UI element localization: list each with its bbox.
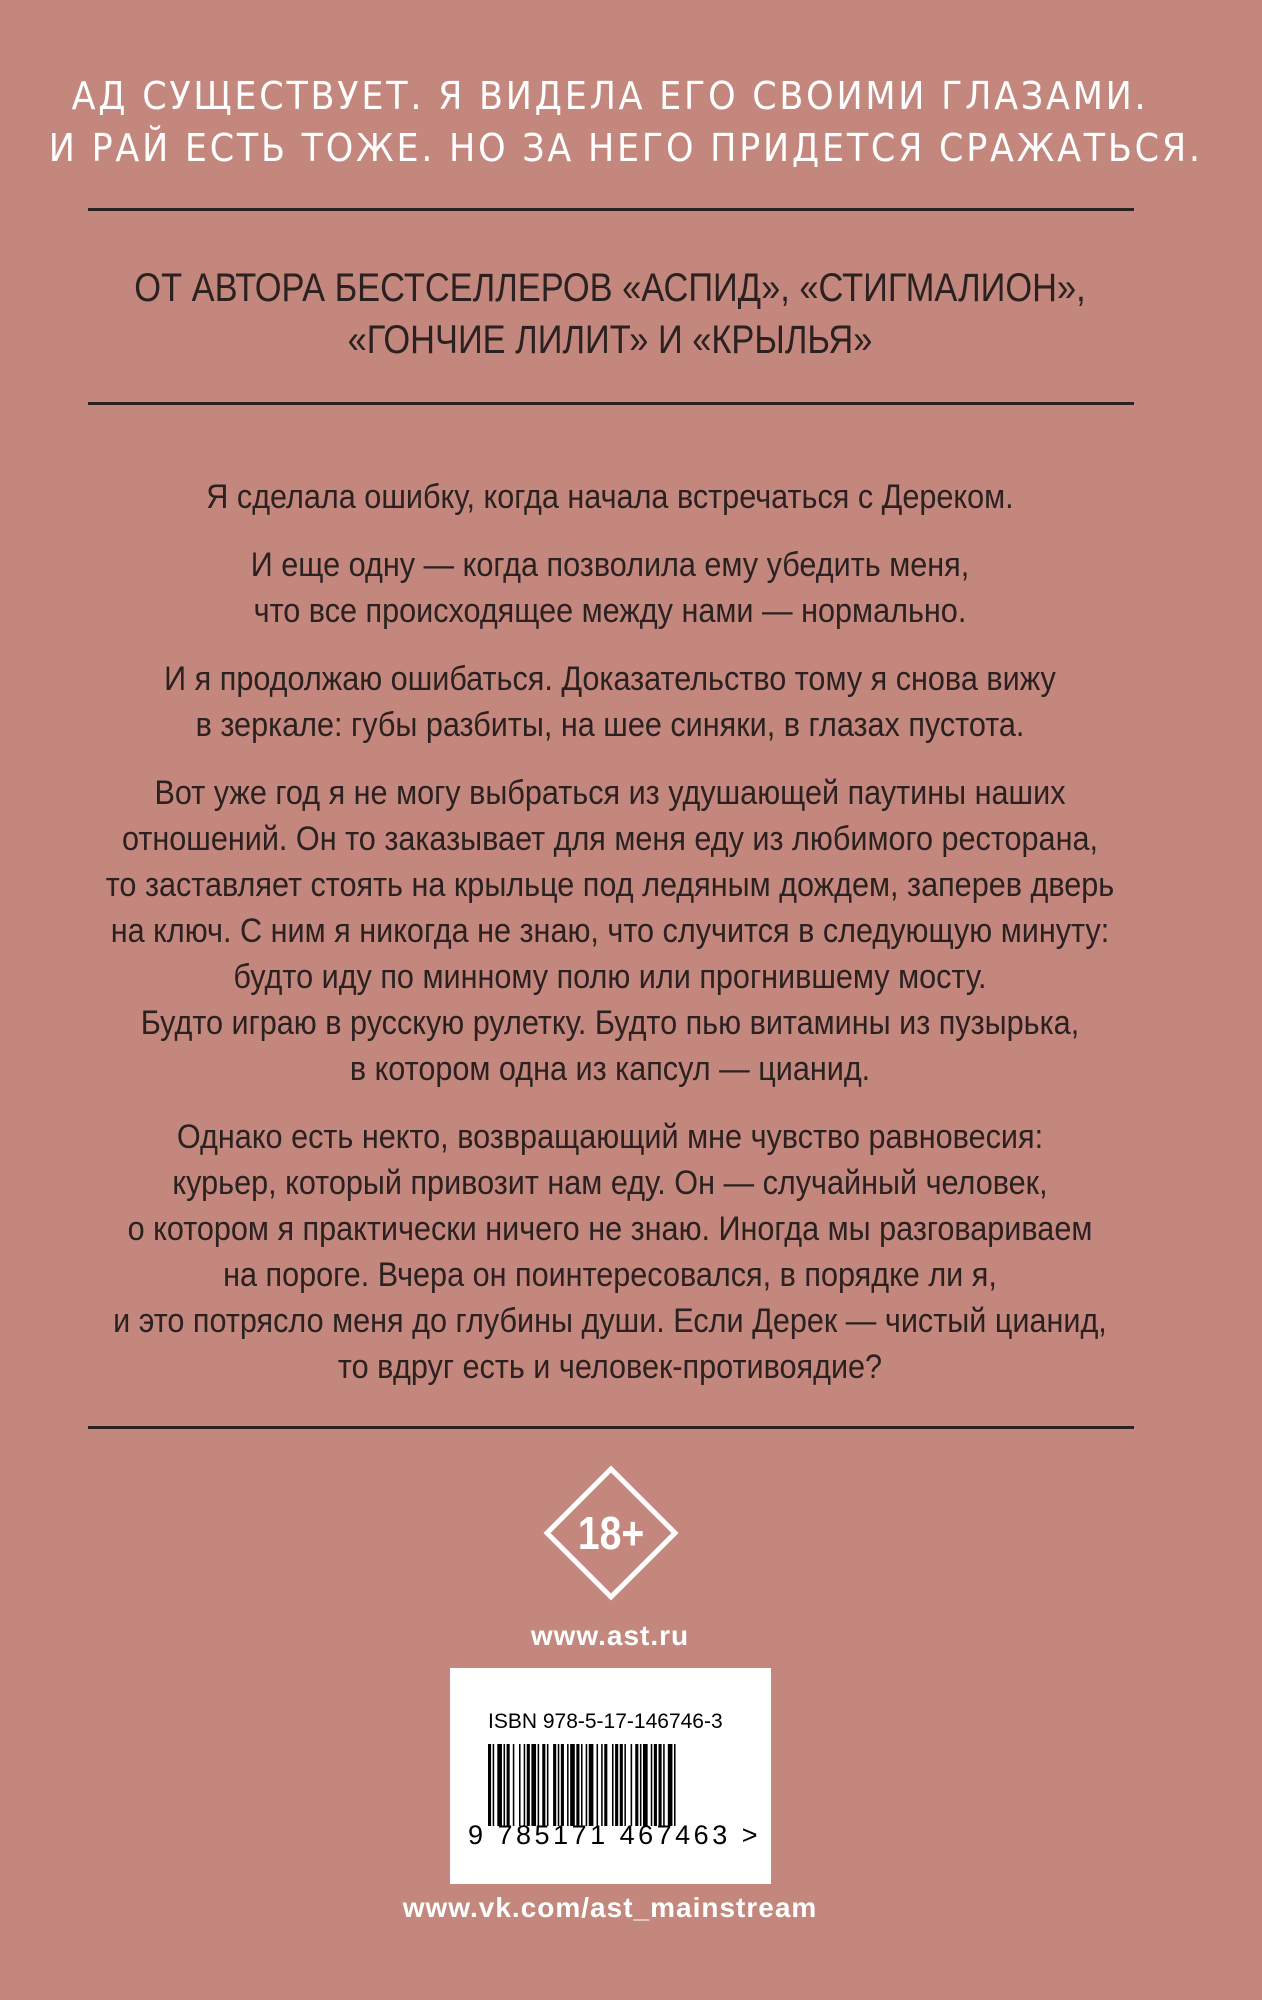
blurb-line: на ключ. С ним я никогда не знаю, что случится в следующую минуту: <box>110 912 1110 950</box>
isbn-label: ISBN 978-5-17-146746-3 <box>488 1710 723 1733</box>
barcode-icon <box>488 1744 733 1826</box>
blurb-line: Я сделала ошибку, когда начала встречаться с Дереком. <box>206 478 1014 516</box>
publisher-website: www.ast.ru <box>530 1620 690 1651</box>
tagline <box>48 70 1203 174</box>
blurb-line: Вот уже год я не могу выбраться из удушающей паутины наших <box>154 774 1066 812</box>
author-note <box>85 262 1134 366</box>
blurb-line: то вдруг есть и человек-противоядие? <box>337 1348 883 1386</box>
blurb-line: И я продолжаю ошибаться. Доказательство тому я снова вижу <box>164 660 1056 698</box>
social-link: www.vk.com/ast_mainstream <box>402 1892 818 1923</box>
blurb-line: в зеркале: губы разбиты, на шее синяки, в глазах пустота. <box>195 706 1025 744</box>
blurb-line: Однако есть некто, возвращающий мне чувство равновесия: <box>176 1118 1044 1156</box>
blurb-line: и это потрясло меня до глубины души. Если Дерек — чистый цианид, <box>113 1302 1107 1340</box>
blurb-line: будто иду по минному полю или прогнившему мосту. <box>233 958 987 996</box>
divider <box>88 208 1134 211</box>
blurb-line: Будто играю в русскую рулетку. Будто пью витамины из пузырька, <box>140 1004 1080 1042</box>
tagline-line: АД СУЩЕСТВУЕТ. Я ВИДЕЛА ЕГО СВОИМИ ГЛАЗАМИ. <box>71 74 1149 118</box>
divider <box>88 402 1134 405</box>
blurb-line: И еще одну — когда позволила ему убедить меня, <box>250 546 970 584</box>
divider <box>88 1426 1134 1429</box>
blurb-line: курьер, который привозит нам еду. Он — случайный человек, <box>172 1164 1048 1202</box>
blurb-line: что все происходящее между нами — нормально. <box>253 592 967 630</box>
isbn-digits: 9 785171 467463 > <box>468 1820 761 1850</box>
blurb-line: в котором одна из капсул — цианид. <box>349 1050 871 1088</box>
age-rating-label: 18+ <box>577 1507 645 1559</box>
blurb-line: отношений. Он то заказывает для меня еду из любимого ресторана, <box>122 820 1098 858</box>
blurb <box>61 452 1159 1412</box>
author-note-line: ОТ АВТОРА БЕСТСЕЛЛЕРОВ «АСПИД», «СТИГМАЛИОН», <box>134 266 1086 310</box>
age-rating-badge <box>543 1465 679 1601</box>
blurb-line: о котором я практически ничего не знаю. Иногда мы разговариваем <box>127 1210 1093 1248</box>
blurb-line: то заставляет стоять на крыльце под ледяным дождем, заперев дверь <box>105 866 1115 904</box>
tagline-line: И РАЙ ЕСТЬ ТОЖЕ. НО ЗА НЕГО ПРИДЕТСЯ СРАЖАТЬСЯ. <box>48 126 1203 170</box>
isbn-barcode-panel <box>450 1668 771 1884</box>
author-note-line: «ГОНЧИЕ ЛИЛИТ» И «КРЫЛЬЯ» <box>347 318 873 362</box>
blurb-line: на пороге. Вчера он поинтересовался, в порядке ли я, <box>223 1256 997 1294</box>
